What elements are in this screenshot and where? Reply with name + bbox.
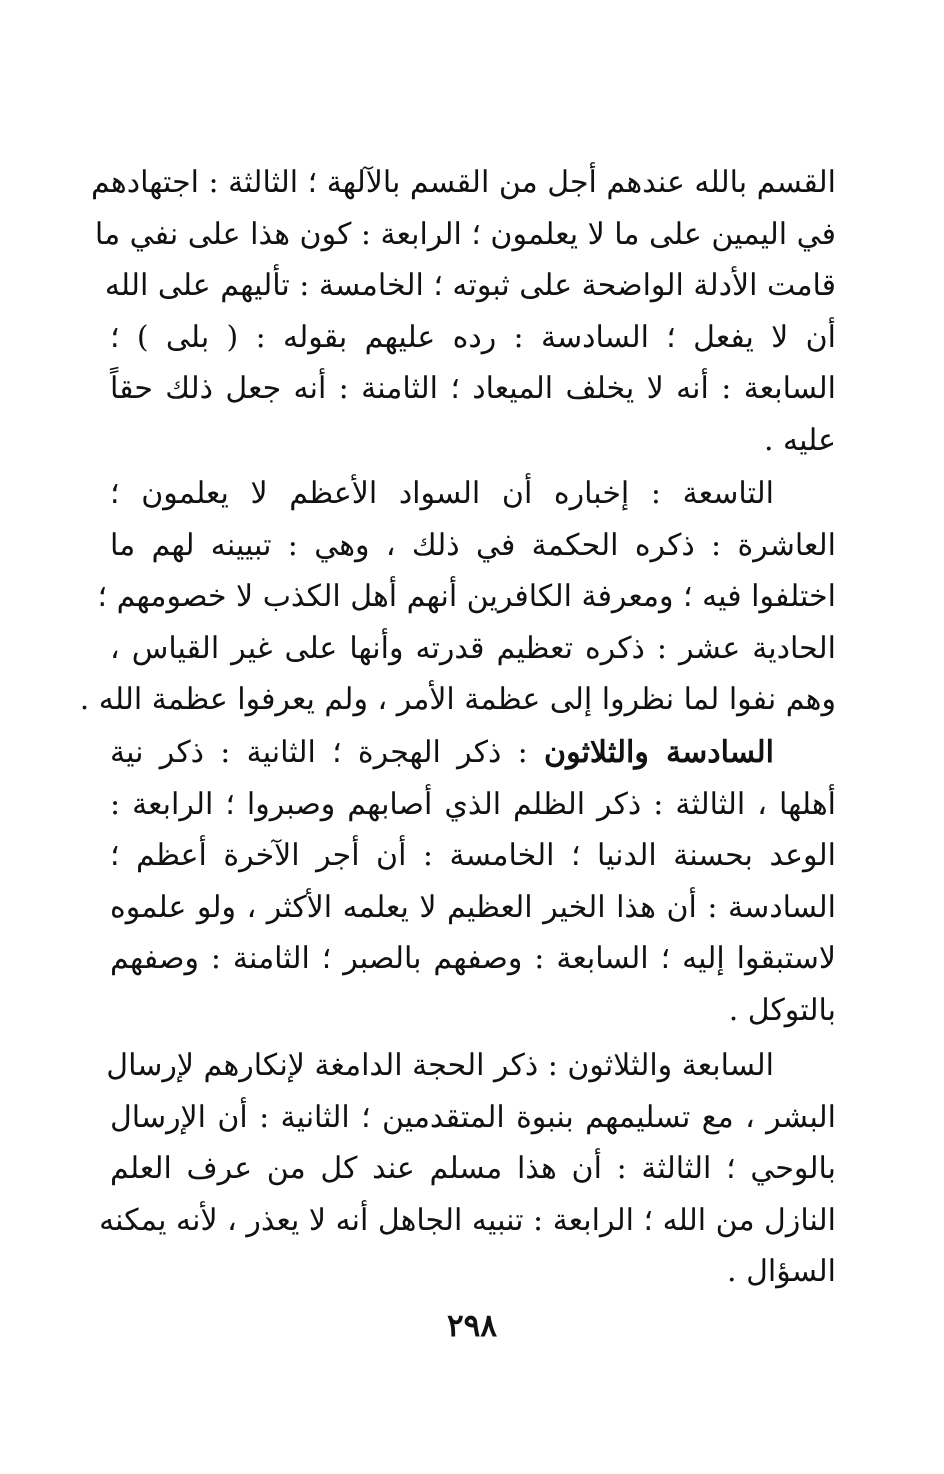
paragraph-first-line bbox=[110, 468, 836, 520]
paragraph-2 bbox=[79, 468, 836, 726]
paragraph-line: العاشرة : ذكره الحكمة في ذلك ، وهي : تبيينه لهم ما bbox=[110, 527, 836, 563]
paragraph-line: القسم بالله عندهم أجل من القسم بالآلهة ؛ الثالثة : اجتهادهم bbox=[90, 165, 836, 200]
paragraph-line: السابعة : أنه لا يخلف الميعاد ؛ الثامنة : أنه جعل ذلك حقاً bbox=[110, 371, 836, 406]
paragraph-line-text: السابعة والثلاثون : ذكر الحجة الدامغة لإنكارهم لإرسال bbox=[106, 1048, 774, 1083]
paragraph-line: الحادية عشر : ذكره تعظيم قدرته وأنها على غير القياس ، bbox=[110, 630, 836, 666]
paragraph-line: لاستبقوا إليه ؛ السابعة : وصفهم بالصبر ؛ الثامنة : وصفهم bbox=[110, 941, 836, 976]
paragraph-line: أهلها ، الثالثة : ذكر الظلم الذي أصابهم وصبروا ؛ الرابعة : bbox=[110, 786, 836, 822]
page-number: ٢٩٨ bbox=[447, 1308, 497, 1344]
paragraph-line: في اليمين على ما لا يعلمون ؛ الرابعة : كون هذا على نفي ما bbox=[94, 216, 836, 252]
paragraph-line: عليه . bbox=[763, 422, 836, 458]
paragraph-line-text: التاسعة : إخباره أن السواد الأعظم لا يعلمون ؛ bbox=[110, 476, 774, 511]
paragraph-line: بالتوكل . bbox=[728, 992, 836, 1028]
section-heading: السادسة والثلاثون bbox=[544, 735, 774, 770]
paragraph-line: الوعد بحسنة الدنيا ؛ الخامسة : أن أجر الآخرة أعظم ؛ bbox=[110, 838, 836, 873]
paragraph-line: قامت الأدلة الواضحة على ثبوته ؛ الخامسة : تأليهم على الله bbox=[104, 268, 836, 303]
paragraph-line: بالوحي ؛ الثالثة : أن هذا مسلم عند كل من عرف العلم bbox=[110, 1151, 836, 1186]
paragraph-line: وهم نفوا لما نظروا إلى عظمة الأمر ، ولم يعرفوا عظمة الله . bbox=[79, 682, 836, 717]
paragraph-first-line bbox=[110, 727, 836, 779]
paragraph-line: السادسة : أن هذا الخير العظيم لا يعلمه الأكثر ، ولو علموه bbox=[110, 889, 836, 925]
paragraph-line: البشر ، مع تسليمهم بنبوة المتقدمين ؛ الثانية : أن الإرسال bbox=[110, 1099, 836, 1135]
paragraph-3 bbox=[110, 727, 836, 1036]
paragraph-line: أن لا يفعل ؛ السادسة : رده عليهم بقوله : ( بلى ) ؛ bbox=[110, 319, 836, 355]
paragraph-line: النازل من الله ؛ الرابعة : تنبيه الجاهل أنه لا يعذر ، لأنه يمكنه bbox=[99, 1202, 836, 1238]
paragraph-4 bbox=[99, 1040, 836, 1298]
paragraph-1 bbox=[90, 157, 836, 466]
paragraph-line-text: : ذكر الهجرة ؛ الثانية : ذكر نية bbox=[110, 735, 528, 770]
paragraph-line: اختلفوا فيه ؛ ومعرفة الكافرين أنهم أهل الكذب لا خصومهم ؛ bbox=[97, 579, 836, 614]
paragraph-line: السؤال . bbox=[727, 1254, 836, 1289]
paragraph-first-line bbox=[106, 1040, 836, 1092]
